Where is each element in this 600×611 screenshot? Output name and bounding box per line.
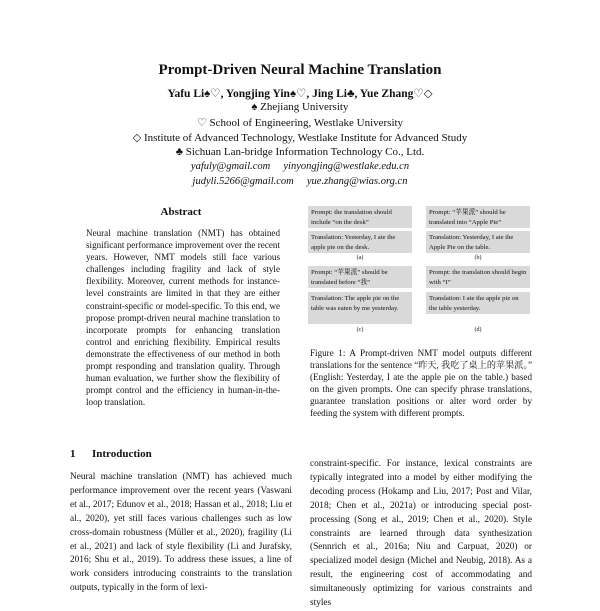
abstract-heading: Abstract <box>160 206 202 218</box>
panel-b-translation: Translation: Yesterday, I ate the Apple Pie on the table. <box>426 231 530 253</box>
affiliation-3: ◇ Institute of Advanced Technology, Westlake Institute for Advanced Study <box>132 132 468 144</box>
figure-caption: Figure 1: A Prompt-driven NMT model outputs different translations for the sentence “昨天, 我吃了桌上的苹果派。” (English: Yesterday, I ate the apple pie on the table.) based on the given prompts. One can specify phrase translations, guarantee translation positions or alter word order by feeding the system with different prompts. <box>310 348 532 419</box>
section-title: Introduction <box>92 448 152 460</box>
paper-title: Prompt-Driven Neural Machine Translation <box>158 62 442 78</box>
affiliation-2: ♡ School of Engineering, Westlake University <box>196 117 404 129</box>
right-column-paragraph: constraint-specific. For instance, lexical constraints are typically integrated into a model by either modifying the decoding process (Hokamp and Liu, 2017; Post and Vilar, 2018; Chen et al., 2021a) or introducing special post-processing (Song et al., 2019; Chen et al., 2020). Style constraints are learned through data synthesization (Sennrich et al., 2016a; Niu and Carpuat, 2020) or specialized model design (Michel and Neubig, 2018). As a result, the engineering cost of accommodating and simultaneously optimizing for various constraints and styles <box>310 459 532 609</box>
email-line-1: yafuly@gmail.com yinyongjing@westlake.edu.cn <box>190 161 410 172</box>
panel-c-translation: Translation: The apple pie on the table was eaten by me yesterday. <box>308 292 412 324</box>
panel-d-translation: Translation: I ate the apple pie on the table yesterday. <box>426 292 530 314</box>
author-list: Yafu Li♠♡, Yongjing Yin♠♡, Jing Li♣, Yue Zhang♡◇ <box>167 88 433 100</box>
panel-a-translation: Translation: Yesterday, I ate the apple pie on the desk. <box>308 231 412 253</box>
section-number: 1 <box>70 448 76 460</box>
affiliation-1: ♠ Zhejiang University <box>251 101 349 113</box>
panel-a-prompt: Prompt: the translation should include “on the desk” <box>308 206 412 228</box>
affiliation-4: ♣ Sichuan Lan-bridge Information Technology Co., Ltd. <box>175 146 425 158</box>
abstract-text: Neural machine translation (NMT) has obtained significant performance improvement over the recent years. However, NMT models still face various challenges including fragility and lack of style flexibility. Moreover, current methods for instance-level constraints are limited in that they are either constraint-specific or model-specific. To this end, we propose prompt-driven neural machine translation to incorporate prompts for enhancing translation control and enriching flexibility. Empirical results demonstrate the effectiveness of our method in both prompt responding and translation quality. Through human evaluation, we further show the flexibility of prompt control and the efficiency in human-in-the-loop translation. <box>86 228 280 408</box>
panel-b-label: (b) <box>474 255 482 261</box>
email-line-2: judyli.5266@gmail.com yue.zhang@wias.org.cn <box>192 176 408 187</box>
panel-d-prompt: Prompt: the translation should begin with “I” <box>426 266 530 288</box>
panel-c-label: (c) <box>356 327 364 333</box>
intro-paragraph: Neural machine translation (NMT) has achieved much performance improvement over the recent years (Vaswani et al., 2017; Edunov et al., 2018; Hassan et al., 2018; Liu et al., 2020), yet still faces various challenges such as low cross-domain robustness (Müller et al., 2020), fragility (Li et al., 2021) and lack of style flexibility (Li and Jurafsky, 2016; Shu et al., 2019). To address these issues, a line of work considers introducing constraints to the translation outputs, typically in the form of lexi- <box>70 472 292 594</box>
panel-a-label: (a) <box>356 255 364 261</box>
panel-b-prompt: Prompt: “苹果派” should be translated into “Apple Pie” <box>426 206 530 228</box>
panel-c-prompt: Prompt: “苹果派” should be translated before “我” <box>308 266 412 288</box>
panel-d-label: (d) <box>474 327 482 333</box>
